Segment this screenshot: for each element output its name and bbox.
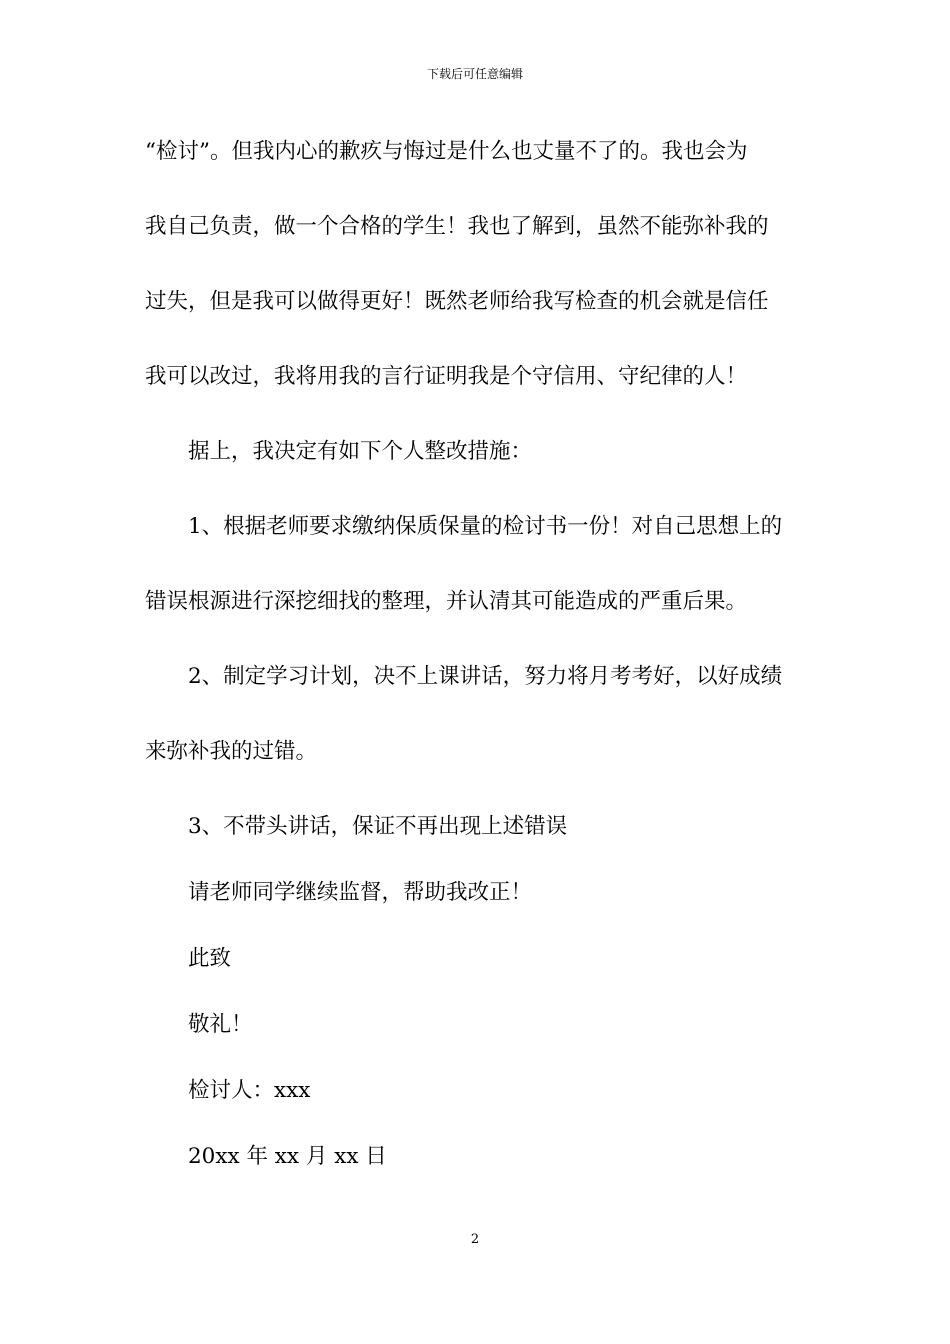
body-line: “检讨”。但我内心的歉疚与悔过是什么也丈量不了的。我也会为 [145, 139, 748, 164]
closing-regards: 敬礼！ [188, 1012, 253, 1037]
body-line-measure-1: 1、根据老师要求缴纳保质保量的检讨书一份！对自己思想上的 [188, 514, 783, 539]
body-line-measures-intro: 据上，我决定有如下个人整改措施： [188, 439, 533, 464]
body-line: 来弥补我的过错。 [145, 739, 318, 764]
page-number: 2 [470, 1232, 480, 1247]
body-line-request: 请老师同学继续监督，帮助我改正！ [188, 880, 533, 905]
body-line-measure-3: 3、不带头讲话，保证不再出现上述错误 [188, 814, 568, 839]
body-line: 我自己负责，做一个合格的学生！我也了解到，虽然不能弥补我的 [145, 214, 769, 239]
body-line: 我可以改过，我将用我的言行证明我是个守信用、守纪律的人！ [145, 364, 748, 389]
document-body [145, 126, 810, 1197]
body-line-measure-2: 2、制定学习计划，决不上课讲话，努力将月考考好，以好成绩 [188, 664, 783, 689]
signature-line: 检讨人：xxx [188, 1078, 311, 1103]
header-note: 下载后可任意编辑 [426, 67, 523, 81]
body-line: 过失，但是我可以做得更好！既然老师给我写检查的机会就是信任 [145, 289, 769, 314]
date-line: 20xx 年 xx 月 xx 日 [188, 1144, 387, 1169]
body-line: 错误根源进行深挖细找的整理，并认清其可能造成的严重后果。 [145, 589, 748, 614]
closing-salutation: 此致 [188, 946, 232, 971]
